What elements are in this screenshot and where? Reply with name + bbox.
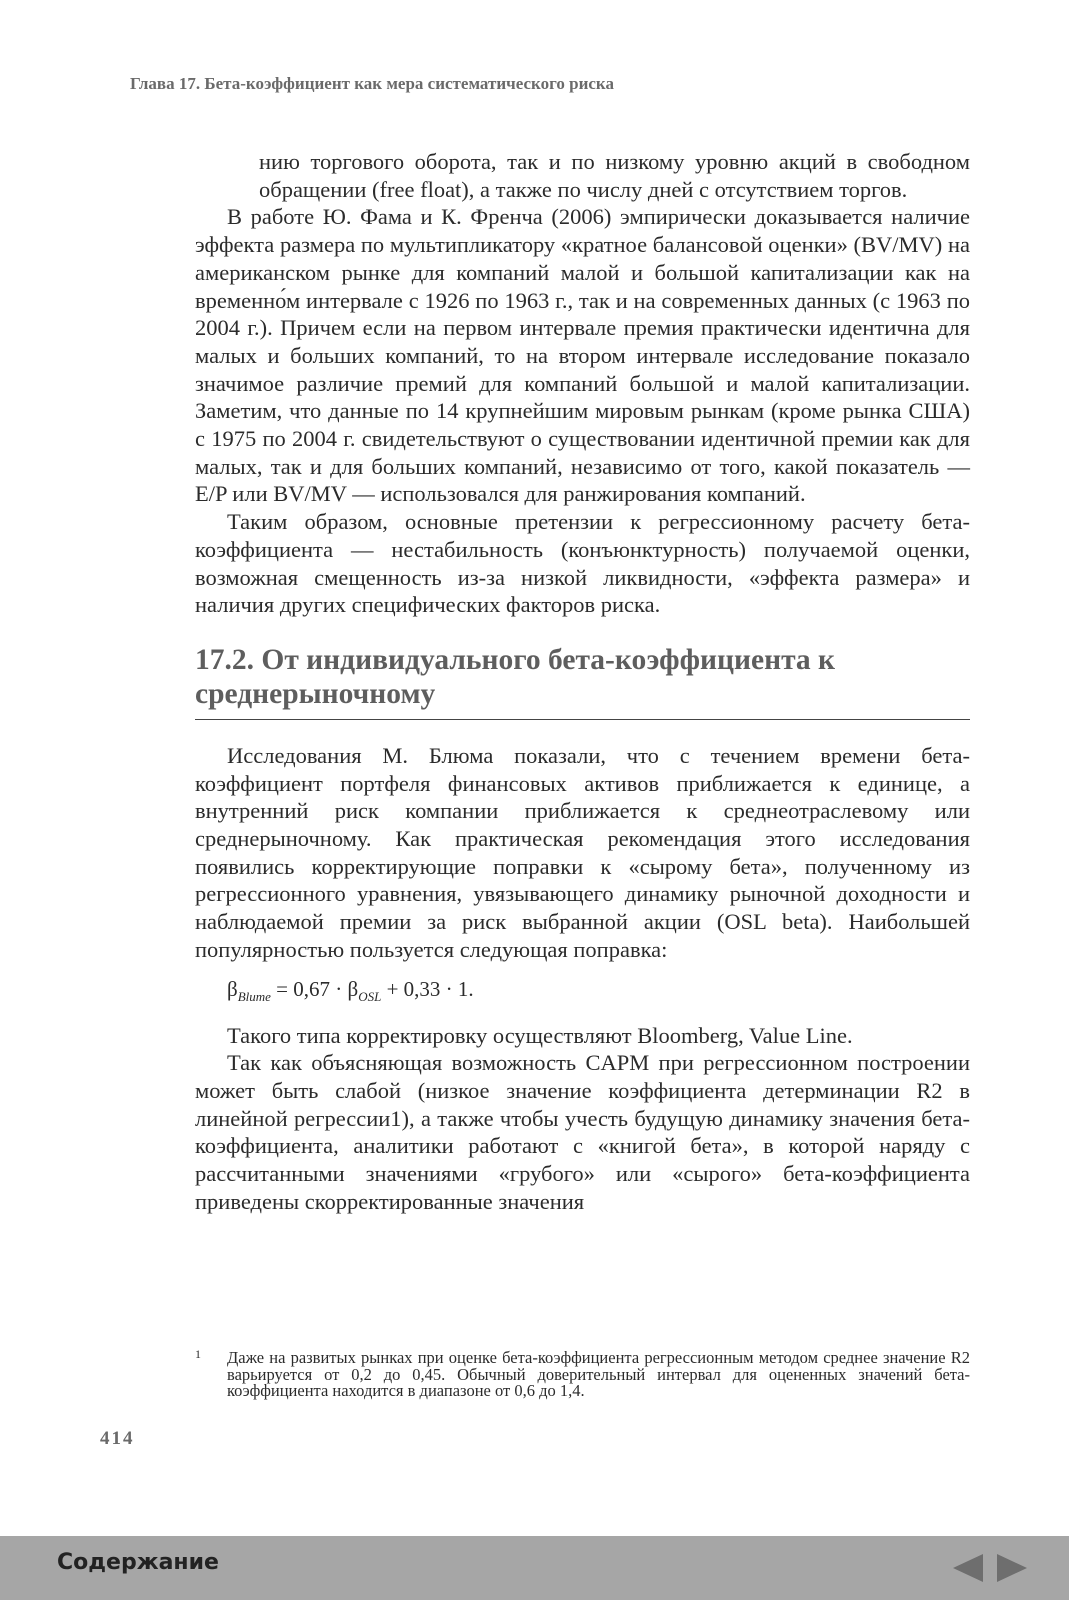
running-head: Глава 17. Бета-коэффициент как мера систематического риска <box>130 74 614 93</box>
navigation-bar <box>0 1536 1069 1600</box>
paragraph: В работе Ю. Фама и К. Френча (2006) эмпирически доказывается наличие эффекта размера по мультипликатору «кратное балансовой оценки» (BV/MV) на американском рынке для компаний малой и большой капитализации как на временно́м интервале с 1926 по 1963 г., так и на современных данных (с 1963 по 2004 г.). Причем если на первом интервале премия практически идентична для малых и больших компаний, то на втором интервале исследование показало значимое различие премий для компаний большой и малой капитализации. Заметим, что данные по 14 крупнейшим мировым рынкам (кроме рынка США) с 1975 по 2004 г. свидетельствуют о существовании идентичной премии как для малых, так и для больших компаний, независимо от того, какой показатель — E/P или BV/MV — использовался для ранжирования компаний. <box>195 204 970 507</box>
formula-tail: + 0,33 · 1. <box>381 976 474 1001</box>
triangle-right-icon[interactable] <box>997 1554 1027 1582</box>
section-divider <box>195 719 970 720</box>
formula-subscript-osl: OSL <box>358 988 382 1004</box>
paragraph: Такого типа корректировку осуществляют Bloomberg, Value Line. <box>227 1022 853 1048</box>
formula-beta: β <box>227 976 238 1001</box>
footnote-text: Даже на развитых рынках при оценке бета-коэффициента регрессионным методом среднее значение R2 варьируется от 0,2 до 0,45. Обычный доверительный интервал для оцененных значений бета-коэффициента находится в диапазоне от 0,6 до 1,4. <box>227 1348 970 1400</box>
footnote <box>195 1347 970 1400</box>
paragraph: Таким образом, основные претензии к регрессионному расчету бета-коэффициента — нестабильность (конъюнктурность) получаемой оценки, возможная смещенность из-за низкой ликвидности, «эффекта размера» и наличия других специфических факторов риска. <box>195 509 970 618</box>
table-of-contents-button[interactable]: Содержание <box>57 1550 219 1575</box>
section-title: 17.2. От индивидуального бета-коэффициента к среднерыночному <box>195 643 836 710</box>
paragraph: Исследования М. Блюма показали, что с течением времени бета-коэффициент портфеля финансовых активов приближается к единице, а внутренний риск компании приближается к среднеотраслевому или среднерыночному. Как практическая рекомендация этого исследования появились корректирующие поправки к «сырому бета», полученному из регрессионного уравнения, увязывающего динамику рыночной доходности и наблюдаемой премии за риск выбранной акции (OSL beta). Наибольшей популярностью пользуется следующая поправка: <box>195 742 970 962</box>
blume-formula <box>227 976 970 1010</box>
page-content <box>195 148 970 1216</box>
page-number: 414 <box>100 1428 135 1449</box>
paragraph: Так как объясняющая возможность CAPM при регрессионном построении может быть слабой (низкое значение коэффициента детерминации R2 в линейной регрессии1), а также чтобы учесть будущую динамику значения бета-коэффициента, аналитики работают с «книгой бета», в которой наряду с рассчитанными значениями «грубого» или «сырого» бета-коэффициента приведены скорректированные значения <box>195 1050 970 1214</box>
footnote-mark: 1 <box>195 1347 201 1361</box>
formula-subscript-blume: Blume <box>237 988 271 1004</box>
triangle-left-icon[interactable] <box>953 1554 983 1582</box>
paragraph-continuation: нию торгового оборота, так и по низкому уровню акций в свободном обращении (free float), а также по числу дней с отсутствием торгов. <box>259 149 970 202</box>
formula-middle: = 0,67 · β <box>270 976 359 1001</box>
